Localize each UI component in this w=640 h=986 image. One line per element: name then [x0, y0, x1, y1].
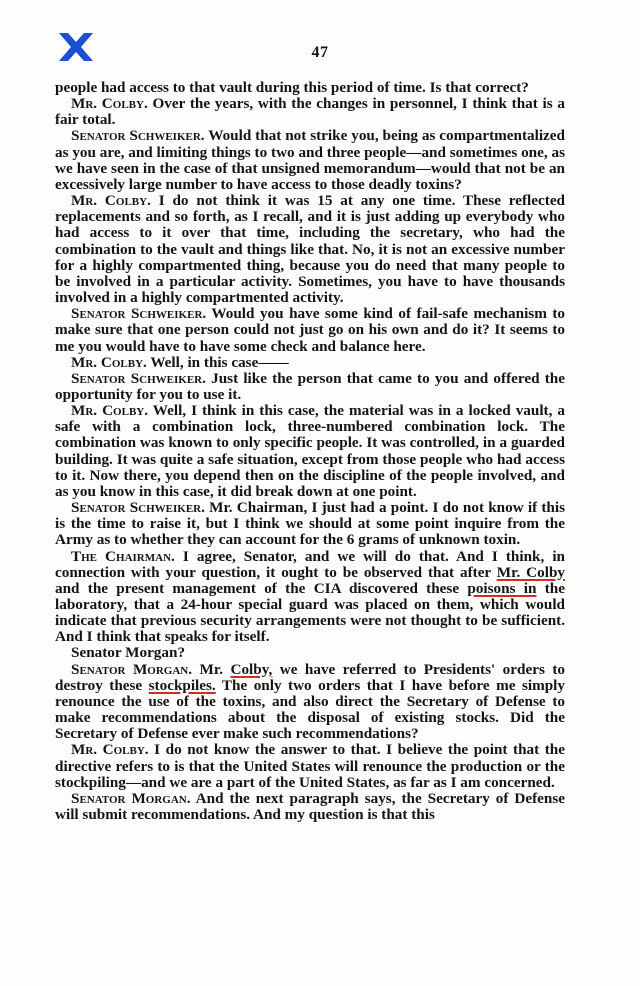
paragraph-text: I do not think it was 15 at any one time. These reflected replacements and so forth, as I recall, and it is just adding up everybody who had access to it over that time, including the secretary, who had the combination to the vault and things like that. No, it is not an excessive number for a highly compartmented thing, because you do need that many people to be involved in a particular activity. Sometimes, you have to have thousands involved in a highly compartmented activity.: [55, 192, 566, 307]
speaker-name: Mr. Colby.: [71, 192, 151, 210]
red-underline-annotation: poisons in: [467, 579, 537, 597]
paragraph: [55, 742, 565, 790]
paragraph-text: And the next paragraph says, the Secretary of Defense will submit recommendations. And my question is that this: [55, 789, 565, 824]
paragraph: [55, 96, 565, 128]
red-underline-annotation: stockpiles.: [148, 676, 216, 694]
paragraph-text: people had access to that vault during this period of time. Is that correct?: [55, 79, 529, 96]
paragraph-text: Would you have some kind of fail-safe mechanism to make sure that one person could not just go on his own and do it? It seems to me you would have to have some check and balance here.: [55, 305, 565, 355]
paragraph: [55, 193, 565, 306]
paragraph: [55, 403, 565, 500]
speaker-name: Mr. Colby.: [71, 353, 147, 371]
paragraph-text: Mr. Colby, we have referred to Presidents' orders to destroy these stockpiles. The only two orders that I have before me simply renounce the use of the toxins, and also direct the Secretary of Defense to make recommendations about the disposal of existing stocks. Did the Secretary of Defense ever make such recommendations?: [55, 660, 565, 743]
paragraph: [55, 645, 565, 661]
paragraph: [55, 306, 565, 354]
paragraph-text: Would that not strike you, being as compartmentalized as you are, and limiting things to two and three people—and sometimes one, as we have seen in the case of that unsigned memorandum—would that not be an excessively large number to have access to those deadly toxins?: [55, 127, 565, 193]
paragraph-text: Senator Morgan?: [71, 644, 186, 662]
paragraph: [55, 371, 565, 403]
red-underline-annotation: Colby,: [230, 660, 273, 678]
paragraph-text: I do not know the answer to that. I believe the point that the directive refers to is that the United States will renounce the production or the stockpiling—and we are a part of the United States, as far as I am concerned.: [55, 741, 565, 791]
paragraph-text: Just like the person that came to you and offered the opportunity for you to use it.: [55, 369, 565, 403]
paragraph: [55, 500, 565, 548]
paragraph: [55, 791, 565, 823]
paragraph: [55, 80, 565, 96]
page-number: 47: [311, 44, 329, 61]
speaker-name: Senator Schweiker.: [71, 499, 205, 517]
speaker-name: Senator Schweiker.: [71, 127, 205, 145]
speaker-name: Senator Schweiker.: [71, 369, 206, 387]
paragraph: [55, 662, 565, 743]
paragraph-text: Mr. Chairman, I just had a point. I do not know if this is the time to raise it, but I think we should at some point inquire from the Army as to whether they can account for the 6 grams of unknown toxin.: [55, 499, 565, 549]
paragraph: [55, 355, 565, 371]
paragraph-text: Well, I think in this case, the material was in a locked vault, a safe with a combination lock, three-numbered combination lock. The combination was known to only specific people. It was controlled, in a guarded building. It was quite a safe situation, except from those people who had access to it. Now there, you depend then on the discipline of the people involved, and as you know in this case, it did break down at one point.: [55, 402, 566, 500]
speaker-name: Mr. Colby.: [71, 402, 149, 420]
paragraph: [55, 549, 565, 646]
transcript-body: [55, 80, 565, 823]
speaker-name: The Chairman.: [71, 547, 175, 565]
paragraph-text: Well, in this case——: [146, 353, 289, 371]
paragraph-text: I agree, Senator, and we will do that. And I think, in connection with your question, it ought to be observed that after Mr. Colby and the present management of the CIA discovered these poisons in the laboratory, that a 24-hour special guard was placed on them, which would indicate that previous security arrangements were not thought to be sufficient. And I think that speaks for itself.: [55, 547, 565, 646]
speaker-name: Senator Morgan.: [71, 660, 193, 678]
speaker-name: Mr. Colby.: [71, 741, 149, 759]
speaker-name: Senator Schweiker.: [71, 305, 207, 323]
speaker-name: Mr. Colby.: [71, 95, 148, 113]
speaker-name: Senator Morgan.: [71, 789, 191, 807]
paragraph: [55, 128, 565, 193]
red-underline-annotation: Mr. Colby: [496, 563, 565, 581]
paragraph-text: Over the years, with the changes in personnel, I think that is a fair total.: [55, 95, 565, 129]
